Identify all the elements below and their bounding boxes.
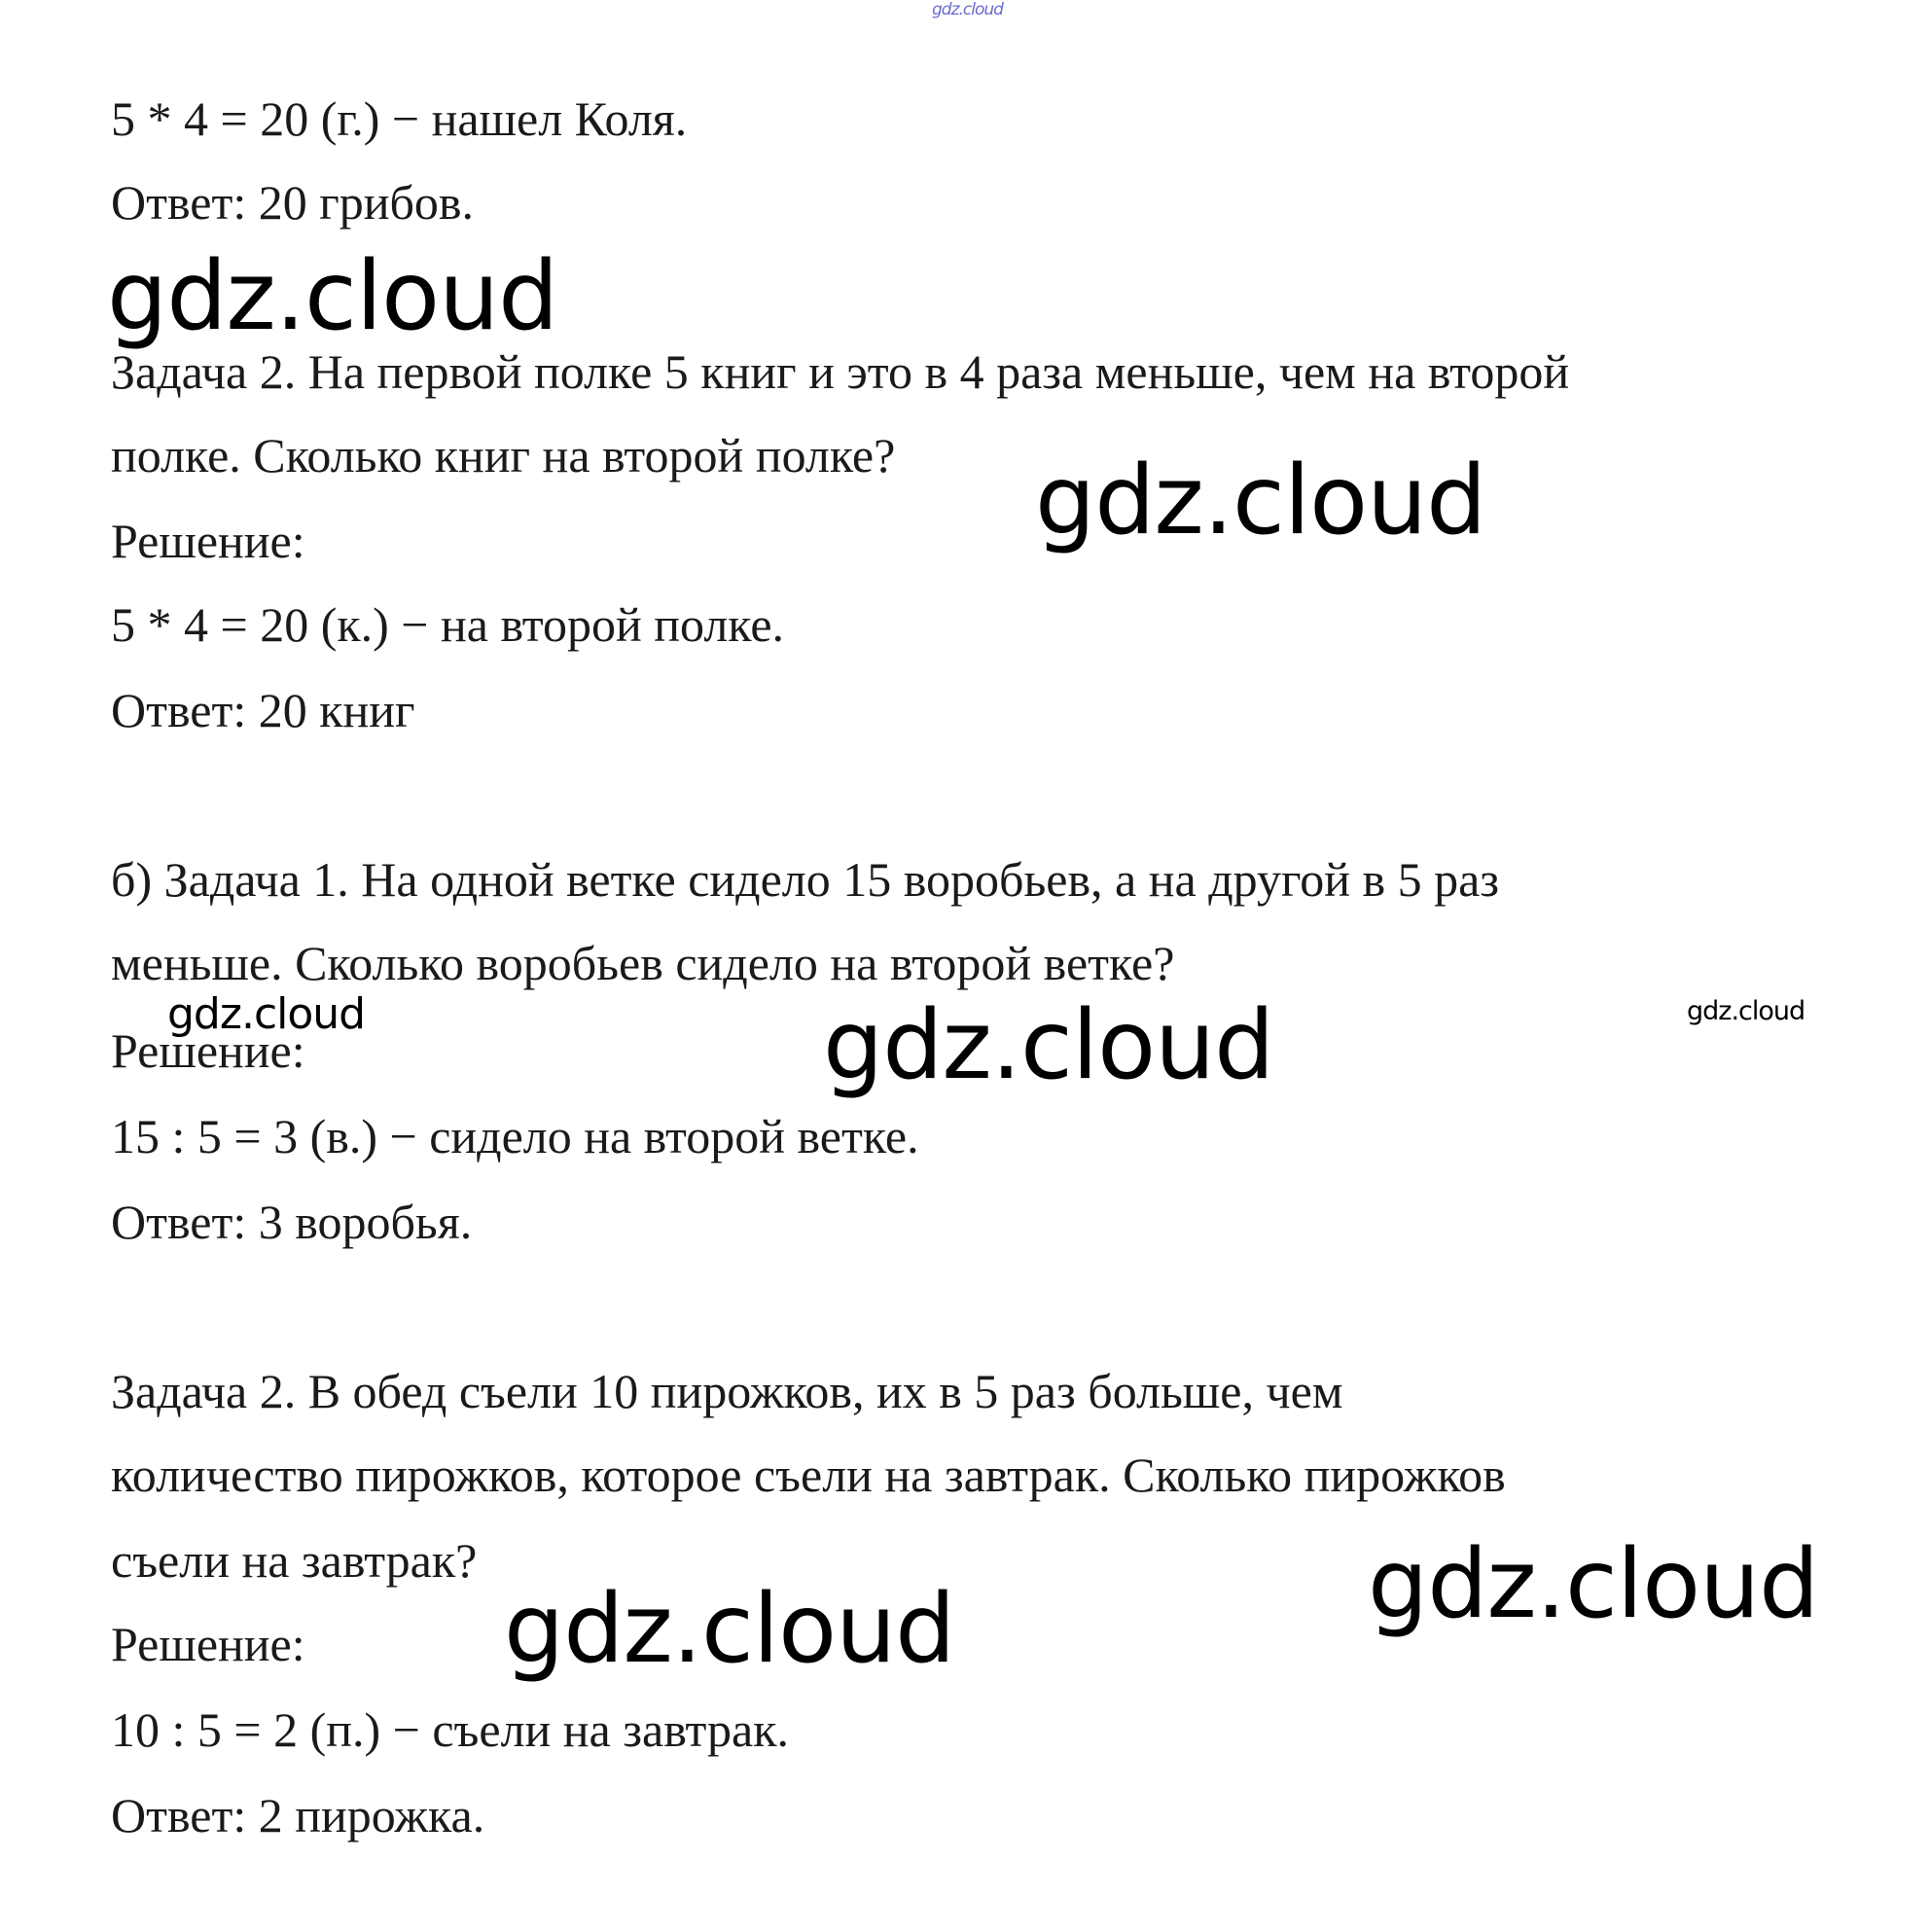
- text-line: Задача 2. На первой полке 5 книг и это в 4 раза меньше, чем на второй: [111, 344, 1570, 399]
- text-line: Ответ: 2 пирожка.: [111, 1788, 485, 1843]
- text-line: Решение:: [111, 1617, 305, 1671]
- text-line: количество пирожков, которое съели на завтрак. Сколько пирожков: [111, 1448, 1506, 1502]
- text-line: Решение:: [111, 514, 305, 568]
- watermark: gdz.cloud: [1687, 996, 1805, 1026]
- watermark: gdz.cloud: [504, 1574, 955, 1685]
- watermark: gdz.cloud: [1368, 1529, 1819, 1640]
- text-line: б) Задача 1. На одной ветке сидело 15 воробьев, а на другой в 5 раз: [111, 852, 1500, 907]
- text-line: Задача 2. В обед съели 10 пирожков, их в 5 раз больше, чем: [111, 1364, 1343, 1418]
- watermark: gdz.cloud: [107, 241, 558, 352]
- text-line: 15 : 5 = 3 (в.) − сидело на второй ветке.: [111, 1109, 919, 1163]
- watermark: gdz.cloud: [823, 990, 1274, 1101]
- watermark-top: gdz.cloud: [932, 0, 1003, 19]
- watermark: gdz.cloud: [167, 989, 366, 1039]
- text-line: Ответ: 20 грибов.: [111, 175, 475, 230]
- text-line: Решение:: [111, 1023, 305, 1078]
- text-line: 5 * 4 = 20 (г.) − нашел Коля.: [111, 91, 688, 146]
- text-line: меньше. Сколько воробьев сидело на второй ветке?: [111, 936, 1175, 990]
- text-line: 5 * 4 = 20 (к.) − на второй полке.: [111, 597, 785, 652]
- text-line: съели на завтрак?: [111, 1533, 478, 1588]
- text-line: 10 : 5 = 2 (п.) − съели на завтрак.: [111, 1702, 789, 1757]
- watermark: gdz.cloud: [1035, 446, 1486, 556]
- text-line: Ответ: 20 книг: [111, 683, 415, 737]
- text-line: Ответ: 3 воробья.: [111, 1195, 473, 1249]
- text-line: полке. Сколько книг на второй полке?: [111, 428, 896, 483]
